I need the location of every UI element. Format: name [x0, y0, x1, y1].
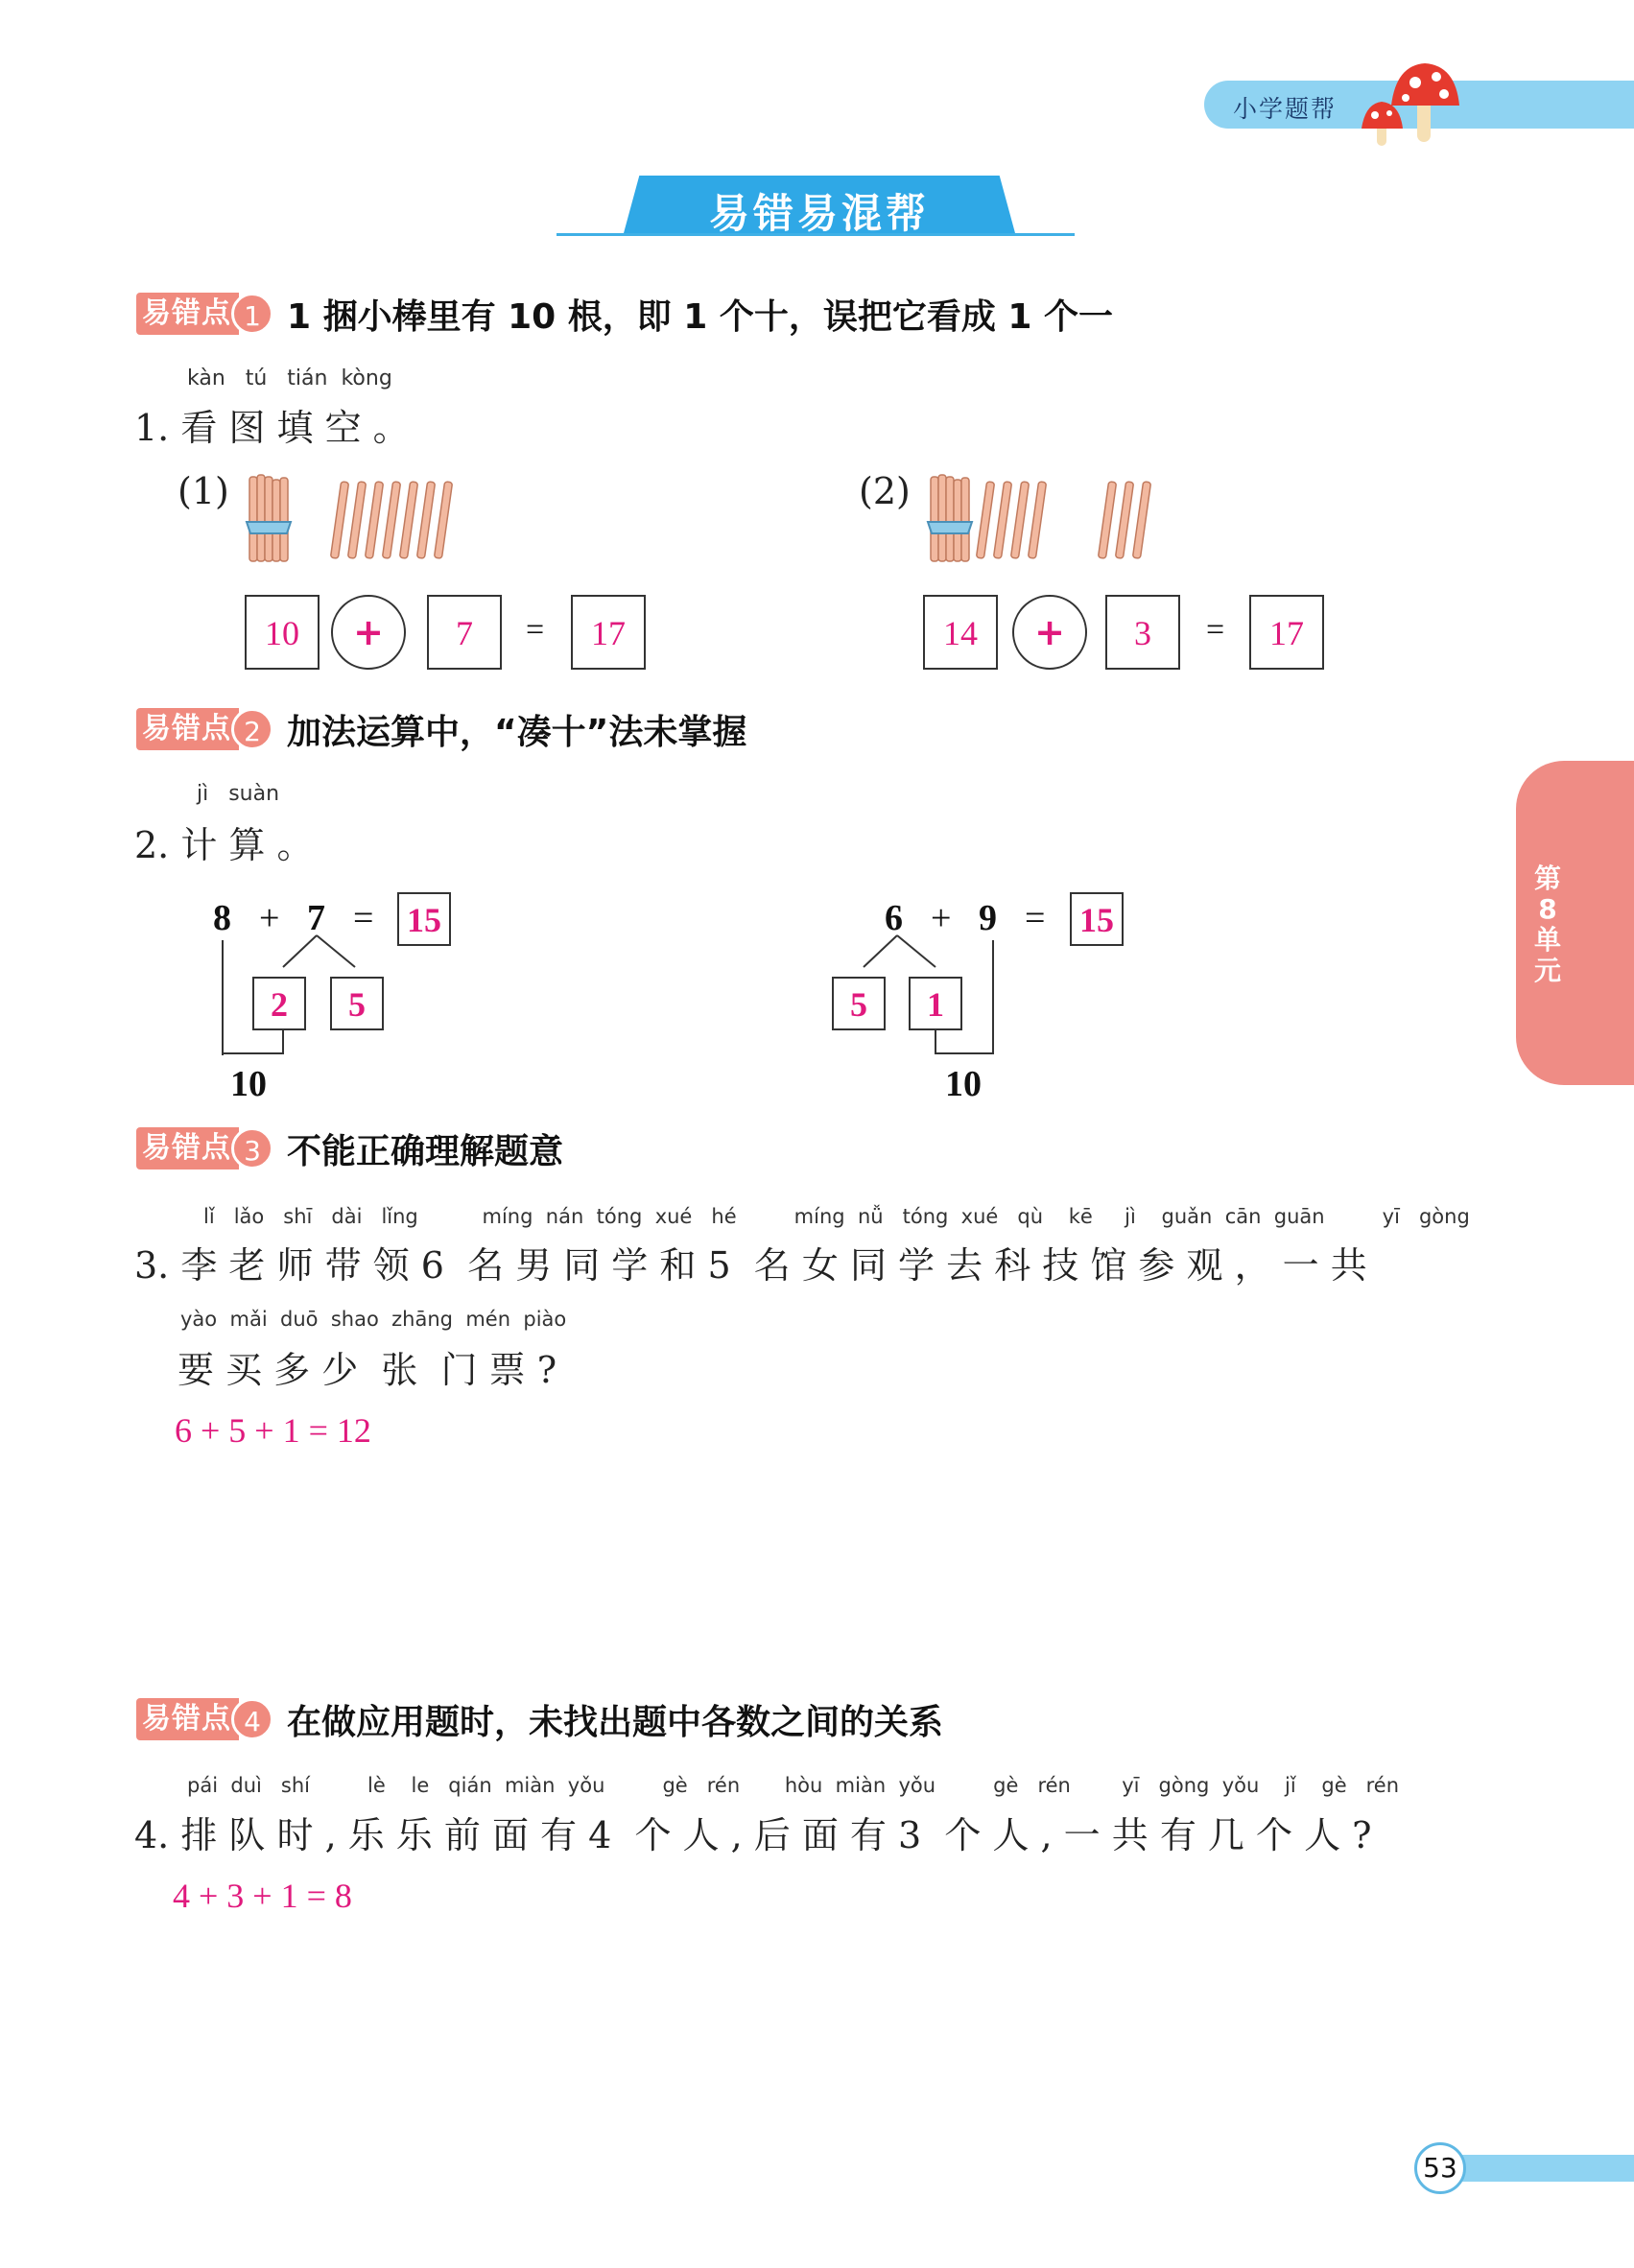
q1-p2-equals: = — [1206, 612, 1225, 648]
badge-label: 易错点 — [136, 293, 239, 335]
q2-left-split-1[interactable]: 2 — [252, 977, 306, 1030]
page-title: 易错易混帮 — [708, 190, 930, 237]
q1-pinyin: kàn tú tián kòng — [187, 366, 392, 390]
section-1-header — [136, 293, 1113, 335]
q3-text-line1: 3. 李 老 师 带 领 6 名 男 同 学 和 5 名 女 同 学 去 科 技 馆 参 观 ， 一 共 — [134, 1244, 1367, 1287]
q3-text-line2: 要 买 多 少 张 门 票 ? — [178, 1349, 557, 1391]
q1-text: 1. 看 图 填 空 。 — [134, 407, 410, 449]
q2-pinyin: jì suàn — [197, 782, 280, 806]
q1-part2-label: (2) — [859, 470, 911, 512]
q2-right-eq: = — [1025, 898, 1046, 938]
q3-answer[interactable]: 6 + 5 + 1 = 12 — [175, 1411, 371, 1450]
q4-pinyin: pái duì shí lè le qián miàn yǒu gè rén hòu miàn yǒu gè rén yī gòng yǒu jǐ gè rén — [187, 1774, 1400, 1797]
q2-left-op: + — [259, 898, 280, 938]
unit-label: 第8单元 — [1533, 862, 1561, 986]
q1-part1-label: (1) — [178, 470, 229, 512]
q3-pinyin-line1: lǐ lǎo shī dài lǐng míng nán tóng xué hé míng nǚ tóng xué qù kē jì guǎn cān guān yī gòng — [203, 1205, 1470, 1228]
section-3-header — [136, 1127, 563, 1169]
section-title: 1 捆小棒里有 10 根，即 1 个十，误把它看成 1 个一 — [287, 296, 1113, 337]
badge-number: 3 — [231, 1127, 273, 1169]
badge-number: 1 — [231, 293, 273, 335]
q2-right-split-2[interactable]: 1 — [909, 977, 962, 1030]
q2-right-b: 9 — [979, 898, 997, 938]
mushroom-icon — [1348, 56, 1463, 148]
page-number: 53 — [1414, 2142, 1466, 2194]
section-title: 加法运算中，“凑十”法未掌握 — [287, 712, 747, 752]
section-2-header — [136, 708, 746, 750]
q1-p1-addend-a[interactable]: 10 — [245, 595, 320, 670]
q1-p2-addend-b[interactable]: 3 — [1105, 595, 1180, 670]
q2-left-eq: = — [353, 898, 374, 938]
section-title: 在做应用题时，未找出题中各数之间的关系 — [287, 1702, 944, 1742]
q4-text: 4. 排 队 时 , 乐 乐 前 面 有 4 个 人 , 后 面 有 3 个 人 , 一 共 有 几 个 人 ? — [134, 1814, 1372, 1856]
badge-label: 易错点 — [136, 1127, 239, 1169]
q4-answer[interactable]: 4 + 3 + 1 = 8 — [173, 1877, 352, 1915]
q1-p1-addend-b[interactable]: 7 — [427, 595, 502, 670]
q2-right-op: + — [931, 898, 952, 938]
q2-left-split-2[interactable]: 5 — [330, 977, 384, 1030]
q2-left-answer[interactable]: 15 — [397, 892, 451, 946]
sticks-bundle-illustration — [926, 472, 1175, 568]
badge-number: 2 — [231, 708, 273, 750]
q2-right-answer[interactable]: 15 — [1070, 892, 1124, 946]
brand-text: 小学题帮 — [1233, 95, 1338, 123]
badge-label: 易错点 — [136, 708, 239, 750]
section-4-header — [136, 1698, 943, 1740]
sticks-bundle-illustration — [245, 472, 494, 568]
section-title: 不能正确理解题意 — [287, 1131, 564, 1171]
badge-label: 易错点 — [136, 1698, 239, 1740]
q1-p1-sum[interactable]: 17 — [571, 595, 646, 670]
q2-right-split-1[interactable]: 5 — [832, 977, 886, 1030]
q2-left-b: 7 — [307, 898, 325, 938]
badge-number: 4 — [231, 1698, 273, 1740]
q1-p1-equals: = — [526, 612, 545, 648]
q1-p2-addend-a[interactable]: 14 — [923, 595, 998, 670]
q1-p2-sum[interactable]: 17 — [1249, 595, 1324, 670]
q1-p2-operator[interactable]: + — [1012, 595, 1087, 670]
q1-p1-operator[interactable]: + — [331, 595, 406, 670]
q2-left-ten: 10 — [230, 1064, 267, 1104]
q2-right-ten: 10 — [945, 1064, 982, 1104]
q2-right-a: 6 — [885, 898, 903, 938]
q2-left-a: 8 — [213, 898, 231, 938]
q3-pinyin-line2: yào mǎi duō shao zhāng mén piào — [180, 1308, 567, 1331]
q2-text: 2. 计 算 。 — [134, 824, 314, 866]
